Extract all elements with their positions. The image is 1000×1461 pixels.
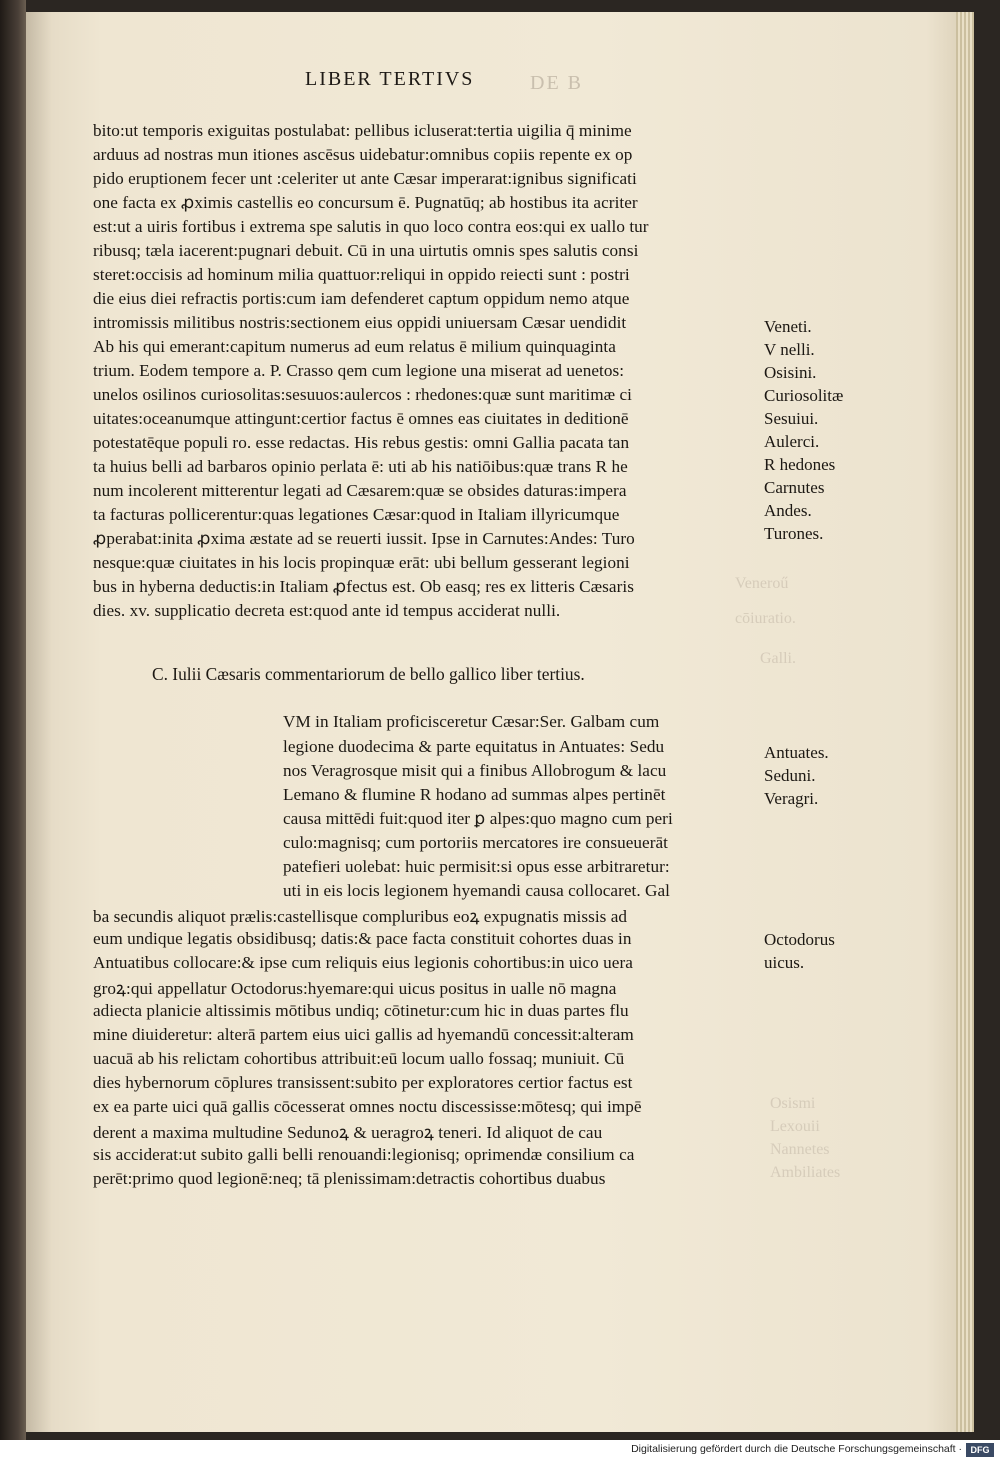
text-line: derent a maxima multudine Sedunoꝝ & ueragroꝝ teneri. Id aliquot de cau: [93, 1123, 603, 1142]
text-line: uti in eis locis legionem hyemandi causa collocaret. Gal: [283, 881, 671, 900]
text-line: perēt:primo quod legionē:neq; tā plenissimam:detractis cohortibus duabus: [93, 1169, 606, 1188]
margin-note: uicus.: [764, 953, 805, 972]
text-line: die eius diei refractis portis:cum iam defenderet captum oppidum nemo atque: [93, 289, 630, 308]
running-head: LIBER TERTIVS: [305, 68, 475, 90]
text-line: nos Veragrosque misit qui a finibus Allobrogum & lacu: [283, 761, 667, 780]
text-line: Antuatibus collocare:& ipse cum reliquis eius legionis cohortibus:in uico uera: [93, 953, 633, 972]
bleed-through-ghost: Nannetes: [770, 1141, 830, 1158]
text-line: dies. xv. supplicatio decreta est:quod ante id tempus acciderat nulli.: [93, 601, 561, 620]
text-line: uacuā ab his relictam cohortibus attribuit:eū locum uallo fossaq; muniuit. Cū: [93, 1049, 625, 1068]
margin-note: Veneti.: [764, 317, 812, 336]
margin-note: Turones.: [764, 524, 824, 543]
text-line: sis acciderat:ut subito galli belli renouandi:legionisq; oprimendæ consilium ca: [93, 1145, 635, 1164]
text-line: Ab his qui emerant:capitum numerus ad eum relatus ē milium quinquaginta: [93, 337, 616, 356]
bleed-through-ghost: cōiuratio.: [735, 610, 796, 627]
text-line: ta facturas pollicerentur:quas legationes Cæsar:quod in Italiam illyricumque: [93, 505, 620, 524]
text-line: eum undique legatis obsidibusq; datis:& pace facta constituit cohortes duas in: [93, 929, 632, 948]
text-line: uitates:oceanumque attingunt:certior factus ē omnes eas ciuitates in deditionē: [93, 409, 629, 428]
dfg-logo: DFG: [966, 1443, 994, 1457]
text-line: trium. Eodem tempore a. P. Crasso qem cum legione una miserat ad uenetos:: [93, 361, 625, 380]
text-line: ribusq; tæla iacerent:pugnari debuit. Cū in una uirtutis omnis spes salutis consi: [93, 241, 639, 260]
bleed-through-ghost: Ambiliates: [770, 1164, 841, 1181]
page-edge-stack: [956, 12, 974, 1432]
margin-note: Curiosolitæ: [764, 386, 844, 405]
margin-note: Andes.: [764, 501, 812, 520]
margin-note: Seduni.: [764, 766, 816, 785]
margin-note: Antuates.: [764, 743, 829, 762]
text-line: adiecta planicie altissimis mōtibus undiq; cōtinetur:cum hic in duas partes flu: [93, 1001, 629, 1020]
text-line: causa mittēdi fuit:quod iter ꝑ alpes:quo magno cum peri: [283, 809, 673, 828]
margin-note: Aulerci.: [764, 432, 820, 451]
margin-note: Veragri.: [764, 789, 819, 808]
text-line: steret:occisis ad hominum milia quattuor:reliqui in oppido reiecti sunt : postri: [93, 265, 630, 284]
bleed-through-head: DE B: [530, 72, 583, 94]
text-line: Lemano & flumine R hodano ad summas alpes pertinēt: [283, 785, 666, 804]
text-line: culo:magnisq; cum portoriis mercatores ire consueuerāt: [283, 833, 668, 852]
text-line: groꝝ:qui appellatur Octodorus:hyemare:qui uicus positus in ualle nō magna: [93, 979, 617, 998]
text-line: unelos osilinos curiosolitas:sesuuos:aulercos : rhedones:quæ sunt maritimæ ci: [93, 385, 632, 404]
text-line: pido eruptionem fecer unt :celeriter ut ante Cæsar imperarat:ignibus significati: [93, 169, 637, 188]
text-line: one facta ex ꝓximis castellis eo concursum ē. Pugnatūq; ab hostibus ita acriter: [93, 193, 638, 212]
text-line: num incolerent mitterentur legati ad Cæsarem:quæ se obsides daturas:impera: [93, 481, 627, 500]
bleed-through-ghost: Veneroű: [735, 575, 789, 592]
bleed-through-ghost: Lexouii: [770, 1118, 820, 1135]
margin-note: V nelli.: [764, 340, 815, 359]
bleed-through-ghost: Osismi: [770, 1095, 816, 1112]
text-line: ꝓperabat:inita ꝓxima æstate ad se reuerti iussit. Ipse in Carnutes:Andes: Turo: [93, 529, 635, 548]
bleed-through-ghost: Galli.: [760, 650, 796, 667]
funding-notice: Digitalisierung gefördert durch die Deutsche Forschungsgemeinschaft ·: [631, 1443, 962, 1455]
margin-note: Octodorus: [764, 930, 835, 949]
margin-note: R hedones: [764, 455, 836, 474]
text-line: VM in Italiam proficisceretur Cæsar:Ser. Galbam cum: [283, 712, 660, 731]
text-line: ba secundis aliquot prælis:castellisque compluribus eoꝝ expugnatis missis ad: [93, 907, 628, 926]
text-line: est:ut a uiris fortibus i extrema spe salutis in quo loco contra eos:qui ex uallo tur: [93, 217, 649, 236]
text-line: nesque:quæ ciuitates in his locis propinquæ erāt: ubi bellum gesserant legioni: [93, 553, 630, 572]
text-line: bito:ut temporis exiguitas postulabat: pellibus icluserat:tertia uigilia q̄ minime: [93, 121, 632, 140]
text-line: mine diuideretur: alterā partem eius uici gallis ad hyemandū concessit:alteram: [93, 1025, 634, 1044]
margin-note: Carnutes: [764, 478, 825, 497]
text-line: dies hybernorum cōplures transissent:subito per exploratores certior factus est: [93, 1073, 633, 1092]
book-heading: C. Iulii Cæsaris commentariorum de bello gallico liber tertius.: [152, 664, 585, 684]
text-line: bus in hyberna deductis:in Italiam ꝓfectus est. Ob easq; res ex litteris Cæsaris: [93, 577, 634, 596]
book-binding: [0, 0, 26, 1440]
text-line: potestatēque populi ro. esse redactas. His rebus gestis: omni Gallia pacata tan: [93, 433, 630, 452]
margin-note: Osisini.: [764, 363, 817, 382]
text-line: patefieri uolebat: huic permisit:si opus esse arbitraretur:: [283, 857, 670, 876]
margin-note: Sesuiui.: [764, 409, 819, 428]
text-line: legione duodecima & parte equitatus in Antuates: Sedu: [283, 737, 665, 756]
text-line: ta huius belli ad barbaros opinio perlata ē: uti ab his natiōibus:quæ trans R he: [93, 457, 628, 476]
text-line: arduus ad nostras mun itiones ascēsus uidebatur:omnibus copiis repente ex op: [93, 145, 633, 164]
text-line: intromissis militibus nostris:sectionem eius oppidi uniuersam Cæsar uendidit: [93, 313, 627, 332]
text-line: ex ea parte uici quā gallis cōcesserat omnes noctu discessisse:mōtesq; qui impē: [93, 1097, 642, 1116]
